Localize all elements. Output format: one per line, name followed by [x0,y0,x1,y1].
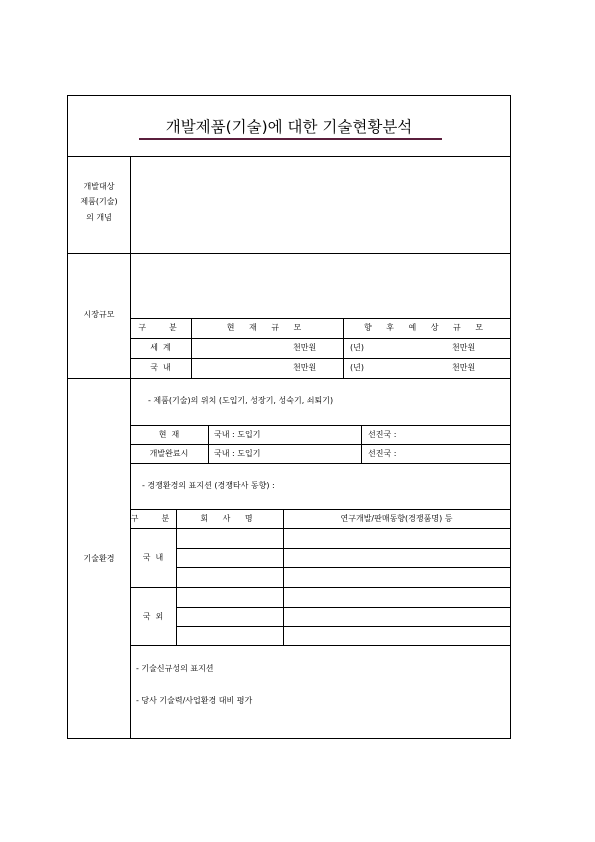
divider [68,253,510,254]
novelty-note: - 기술신규성의 표지션 [136,664,214,673]
divider [68,378,510,379]
concept-label-1: 개발대상 [83,182,115,191]
concept-content-area[interactable] [132,158,508,251]
position-advanced[interactable]: 선진국 : [368,449,397,458]
market-head-future: 향 후 예 상 규 모 [363,323,490,332]
position-row-label: 현 재 [158,430,180,439]
form-title: 개발제품(기술)에 대한 기술현황분석 [165,118,413,136]
title-underline [139,138,442,140]
comp-table-bottom [130,645,510,646]
tech-analysis-form [67,95,511,739]
concept-label-3: 의 개념 [86,213,112,222]
comp-head-company: 회 사 명 [200,514,259,523]
comp-header-bottom [130,528,510,529]
divider [68,156,510,157]
position-row-divider [130,444,510,445]
market-head-current: 현 재 규 모 [226,323,308,332]
market-row-unit-future[interactable]: 천만원 [452,363,476,372]
market-row-divider [130,338,510,339]
position-col-divider [208,425,209,463]
capability-note: - 당사 기술력/사업환경 대비 평가 [136,696,253,705]
market-row-year[interactable]: (년) [350,343,364,352]
comp-row-divider [176,567,510,568]
position-table-bottom [130,463,510,464]
market-row-unit-current[interactable]: 천만원 [293,343,317,352]
comp-col-divider [176,509,177,645]
position-table-top [130,425,510,426]
comp-head-trend: 연구개발/판매동향(경쟁품명) 등 [340,514,453,523]
position-domestic[interactable]: 국내 : 도입기 [214,449,261,458]
position-advanced[interactable]: 선진국 : [368,430,397,439]
comp-head-category: 구 분 [130,514,176,523]
label-column-divider [130,156,131,738]
market-table-top [130,318,510,319]
market-row-name: 세 계 [150,343,171,352]
market-row-unit-future[interactable]: 천만원 [452,343,476,352]
position-domestic[interactable]: 국내 : 도입기 [214,430,261,439]
market-row-year[interactable]: (년) [350,363,364,372]
market-row-name: 국 내 [150,363,171,372]
concept-label-2: 제품(기술) [80,197,118,206]
comp-row-divider [176,626,510,627]
comp-group-divider [130,587,510,588]
comp-overseas-label: 국 외 [142,612,164,621]
position-col-divider [361,425,362,463]
market-label: 시장규모 [83,310,115,319]
market-row-unit-current[interactable]: 천만원 [293,363,317,372]
position-row-label: 개발완료시 [149,449,189,458]
market-head-category: 구 분 [138,323,183,332]
competition-title: - 경쟁환경의 표지션 (경쟁타사 동향) : [142,481,275,490]
comp-col-divider [283,509,284,645]
comp-table-top [130,509,510,510]
comp-row-divider [176,548,510,549]
tech-label: 기술환경 [83,554,115,563]
position-title: - 제품(기술)의 위치 (도입기, 성장기, 성숙기, 쇠퇴기) [148,396,334,405]
market-row-divider [130,358,510,359]
market-content-area[interactable] [132,255,508,317]
comp-row-divider [176,607,510,608]
comp-domestic-label: 국 내 [142,553,164,562]
